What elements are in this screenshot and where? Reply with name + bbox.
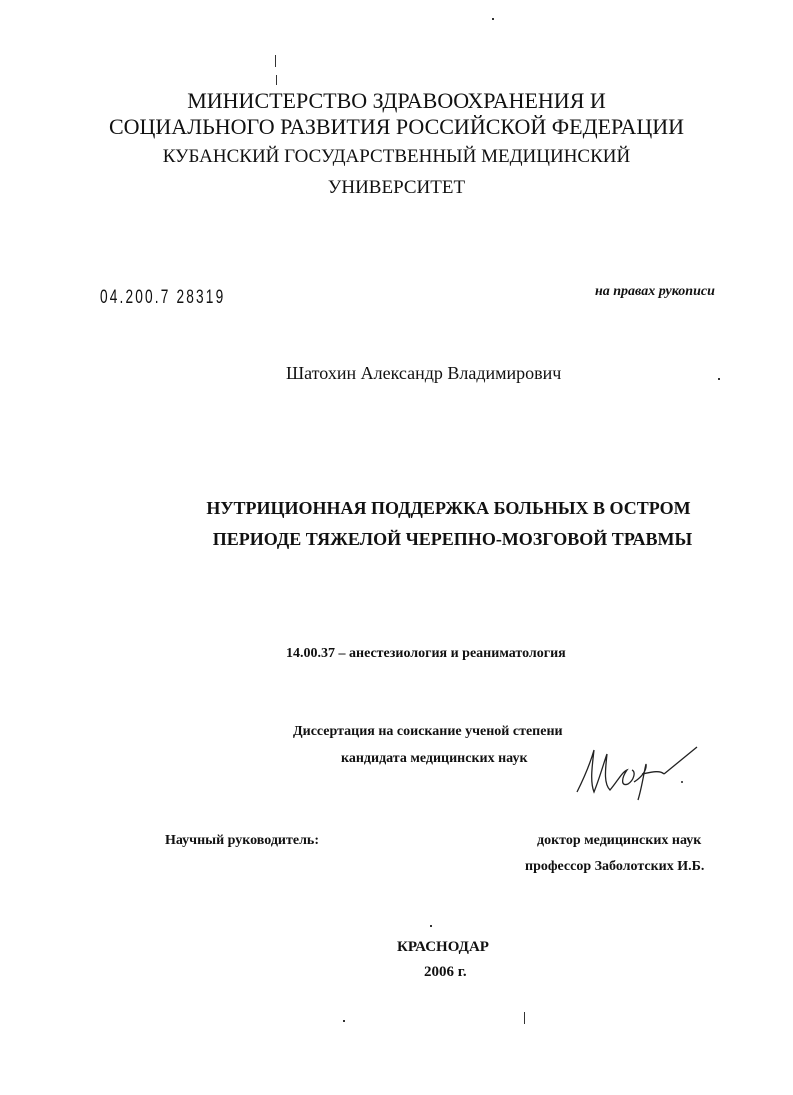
scan-artifact — [276, 75, 277, 85]
specialty-code: 14.00.37 – анестезиология и реаниматология — [286, 646, 566, 661]
scan-artifact — [275, 55, 276, 67]
author-name: Шатохин Александр Владимирович — [286, 363, 562, 383]
scan-artifact — [718, 378, 720, 380]
manuscript-note: на правах рукописи — [595, 284, 715, 299]
year: 2006 г. — [424, 964, 467, 980]
university-line-1: КУБАНСКИЙ ГОСУДАРСТВЕННЫЙ МЕДИЦИНСКИЙ — [162, 146, 631, 167]
degree-line-2: кандидата медицинских наук — [341, 751, 528, 766]
city: КРАСНОДАР — [397, 939, 489, 955]
dissertation-title-line-1: НУТРИЦИОННАЯ ПОДДЕРЖКА БОЛЬНЫХ В ОСТРОМ — [206, 498, 691, 518]
dissertation-title-line-2: ПЕРИОДЕ ТЯЖЕЛОЙ ЧЕРЕПНО-МОЗГОВОЙ ТРАВМЫ — [212, 529, 693, 549]
ministry-line-1: МИНИСТЕРСТВО ЗДРАВООХРАНЕНИЯ И — [187, 88, 606, 113]
scan-artifact — [492, 18, 494, 20]
scan-artifact — [524, 1012, 525, 1024]
scan-artifact — [343, 1020, 345, 1022]
university-line-2: УНИВЕРСИТЕТ — [327, 177, 466, 198]
registration-stamp-number: 04.200.7 28319 — [100, 287, 226, 308]
supervisor-label: Научный руководитель: — [165, 833, 319, 848]
author-signature — [572, 742, 702, 802]
scan-artifact — [430, 925, 432, 927]
ministry-line-2: СОЦИАЛЬНОГО РАЗВИТИЯ РОССИЙСКОЙ ФЕДЕРАЦИИ — [108, 114, 685, 139]
degree-line-1: Диссертация на соискание ученой степени — [293, 724, 563, 739]
supervisor-name: профессор Заболотских И.Б. — [525, 859, 705, 874]
supervisor-degree: доктор медицинских наук — [537, 833, 702, 848]
